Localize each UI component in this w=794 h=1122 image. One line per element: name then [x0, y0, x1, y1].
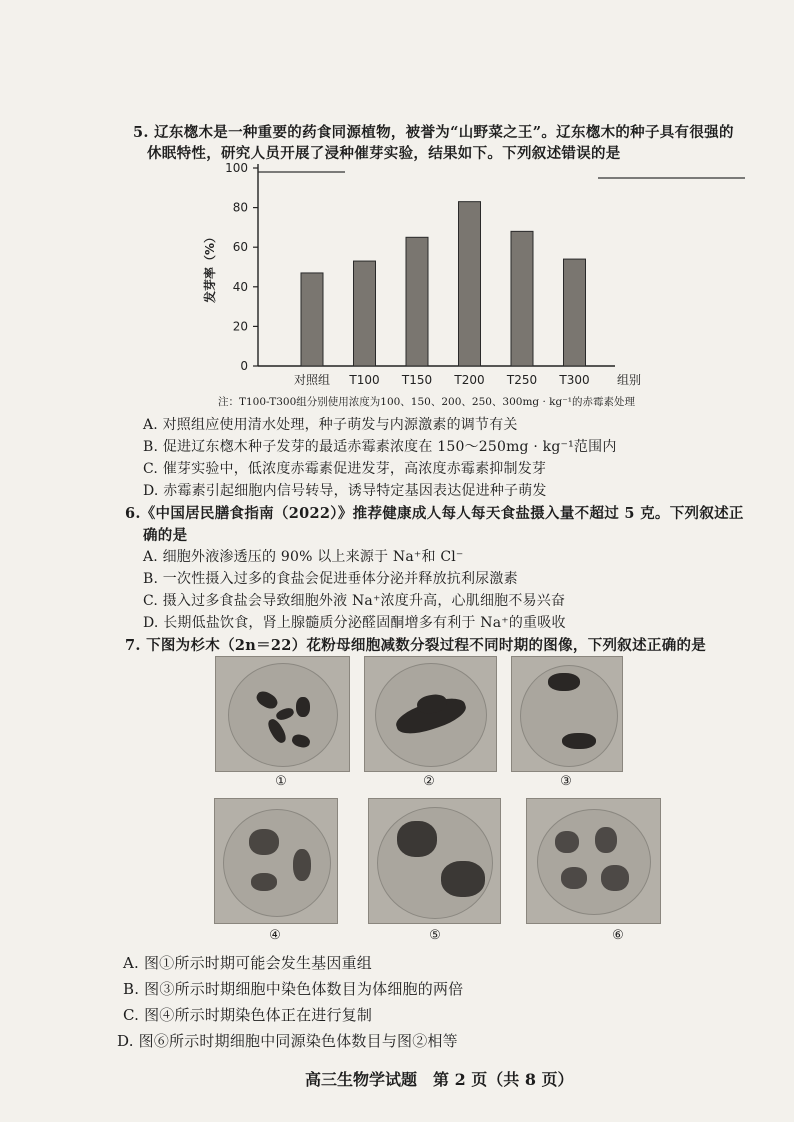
- q5-option-b: B. 促进辽东楤木种子发芽的最适赤霉素浓度在 150～250mg · kg⁻¹范围内: [143, 439, 617, 455]
- micrograph-2: [364, 656, 497, 772]
- q6-option-d: D. 长期低盐饮食，肾上腺髓质分泌醛固酮增多有利于 Na⁺的重吸收: [143, 615, 566, 631]
- micrograph-label-6: ⑥: [612, 928, 624, 943]
- q6-stem-line2: 确的是: [143, 527, 188, 544]
- q5-option-a: A. 对照组应使用清水处理，种子萌发与内源激素的调节有关: [143, 417, 518, 433]
- q6-stem-line1: 6.《中国居民膳食指南（2022）》推荐健康成人每人每天食盐摄入量不超过 5 克。下列叙述正: [125, 505, 744, 522]
- micrograph-3: [511, 656, 623, 772]
- bar-T250: [511, 231, 533, 366]
- y-tick-label: 40: [232, 279, 248, 294]
- micrograph-4: [214, 798, 338, 924]
- bar-T100: [354, 261, 376, 366]
- q5-chart-note: 注：T100-T300组分别使用浓度为100、150、200、250、300mg · kg⁻¹的赤霉素处理: [218, 396, 635, 408]
- micrograph-label-5: ⑤: [429, 928, 441, 943]
- micrograph-label-2: ②: [423, 774, 435, 789]
- x-axis-label: 组别: [616, 373, 642, 387]
- q5-option-c: C. 催芽实验中，低浓度赤霉素促进发芽，高浓度赤霉素抑制发芽: [143, 461, 547, 477]
- x-tick-label: T300: [559, 373, 590, 387]
- x-tick-label: T150: [401, 373, 433, 387]
- q7-option-d: D. 图⑥所示时期细胞中同源染色体数目与图②相等: [117, 1032, 458, 1050]
- page-footer: 高三生物学试题 第 2 页（共 8 页）: [305, 1070, 574, 1089]
- q7-stem: 7. 下图为杉木（2n＝22）花粉母细胞减数分裂过程不同时期的图像，下列叙述正确的是: [125, 637, 707, 654]
- bar-对照组: [301, 273, 323, 366]
- q6-option-c: C. 摄入过多食盐会导致细胞外液 Na⁺浓度升高，心肌细胞不易兴奋: [143, 593, 566, 609]
- y-tick-label: 0: [240, 359, 248, 373]
- x-tick-label: T100: [349, 373, 380, 387]
- q7-option-b: B. 图③所示时期细胞中染色体数目为体细胞的两倍: [123, 980, 464, 998]
- y-axis-label: 发芽率（%）: [203, 230, 217, 304]
- q5-stem-line1: 5. 辽东楤木是一种重要的药食同源植物，被誉为“山野菜之王”。辽东楤木的种子具有很强的: [133, 124, 734, 141]
- germination-bar-chart: [0, 150, 794, 410]
- x-tick-label: T250: [506, 373, 538, 387]
- bar-T150: [406, 237, 428, 366]
- q5-option-d: D. 赤霉素引起细胞内信号转导，诱导特定基因表达促进种子萌发: [143, 483, 547, 499]
- bar-T300: [564, 259, 586, 366]
- x-tick-label: 对照组: [293, 373, 331, 387]
- micrograph-label-3: ③: [560, 774, 572, 789]
- micrograph-label-1: ①: [275, 774, 287, 789]
- y-tick-label: 20: [232, 319, 248, 334]
- micrograph-label-4: ④: [269, 928, 281, 943]
- micrograph-6: [526, 798, 661, 924]
- micrograph-5: [368, 798, 501, 924]
- q6-option-b: B. 一次性摄入过多的食盐会促进垂体分泌并释放抗利尿激素: [143, 571, 518, 587]
- q5-stem-line2: 休眠特性，研究人员开展了浸种催芽实验，结果如下。下列叙述错误的是: [147, 145, 621, 162]
- y-tick-label: 80: [232, 200, 248, 215]
- bar-T200: [459, 202, 481, 366]
- q6-option-a: A. 细胞外液渗透压的 90% 以上来源于 Na⁺和 Cl⁻: [143, 549, 464, 565]
- y-tick-label: 60: [232, 240, 248, 255]
- q7-option-c: C. 图④所示时期染色体正在进行复制: [123, 1006, 373, 1024]
- micrograph-1: [215, 656, 350, 772]
- x-tick-label: T200: [454, 373, 485, 387]
- q7-option-a: A. 图①所示时期可能会发生基因重组: [123, 954, 372, 972]
- y-tick-label: 100: [225, 161, 248, 175]
